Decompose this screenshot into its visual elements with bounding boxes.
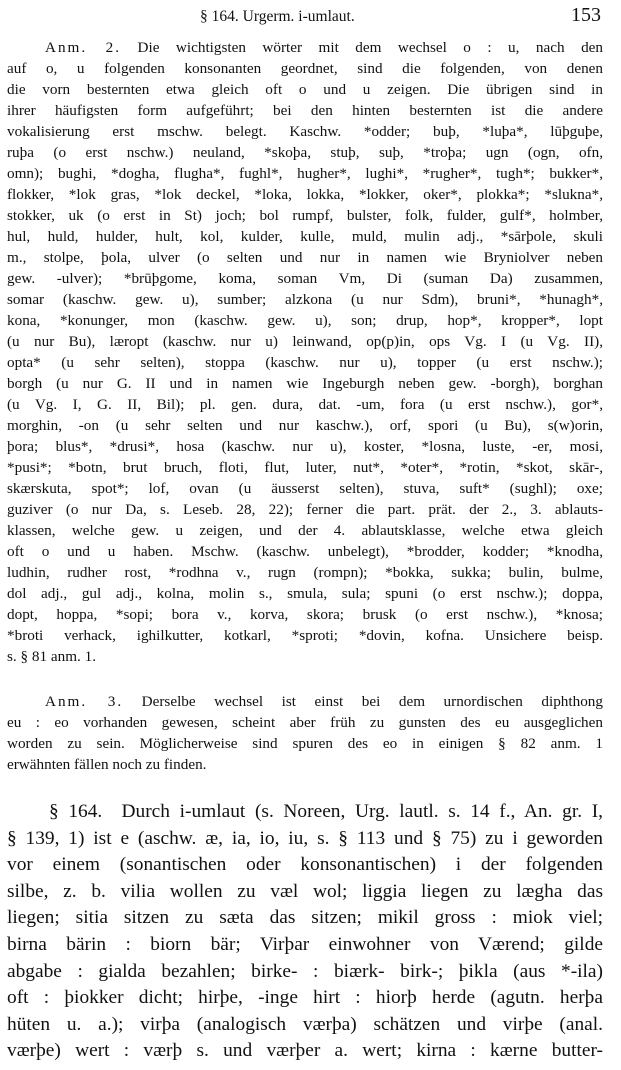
anm2-line: þora; blus*, *drusi*, hosa (kaschw. nur u), koster, *losna, luste, -er, mosi, [7,438,603,455]
anm2-line: somar (kaschw. gew. u), sumber; alzkona (u nur Sdm), bruni*, *hunagh*, [7,291,603,308]
anmerkung-2 [7,37,603,667]
anm2-line: dopt, hoppa, *sopi; bora v., korva, skora; brusk (o erst nschw.), *knosa; [7,606,603,623]
anm2-line: borgh (u nur G. II und in namen wie Ingeburgh neben gew. -borgh), borghan [7,375,603,392]
anm2-line: opta* (u sehr selten), stoppa (kaschw. nur u), topper (u erst nschw.); [7,354,603,371]
section-164 [7,799,603,1065]
anm2-line: auf o, u folgenden konsonanten geordnet, sind die folgenden, von denen [7,60,603,77]
section-line-0: § 164. Durch i-umlaut (s. Noreen, Urg. lautl. s. 14 f., An. gr. I, [49,801,603,822]
anm2-line: skærskuta, spot*; lof, ovan (u äusserst selten), stuva, suft* (sughl); oxe; [7,480,603,497]
anm2-line: hul, huld, hulder, hult, kol, kulder, kulle, muld, mulin adj., *sārþole, skuli [7,228,603,245]
anm2-line: m., stolpe, þola, ulver (o selten und nur in namen wie Bryniolver neben [7,249,603,266]
anm2-line: dol adj., gul adj., kolna, molin s., smula, sula; spuni (o erst nschw.); doppa, [7,585,603,602]
anm2-line: klassen, welche gew. u zeigen, und der 4. ablautsklasse, welche etwa gleich [7,522,603,539]
anm2-line: s. § 81 anm. 1. [7,648,97,665]
anm2-line: *broti verhack, ighilkutter, kotkarl, *sproti; *dovin, kofna. Unsichere beisp. [7,627,603,644]
anm3-line: eu : eo vorhanden gewesen, scheint aber früh zu gunsten des eu ausgeglichen [7,714,603,731]
section-line: abgabe : gialda bezahlen; birke- : biærk- birk-; þikla (aus *-ila) [7,960,603,982]
anm2-line: ludhin, rudher rost, *rodhna v., rugn (rompn); *bokka, sukka; bulin, bulme, [7,564,603,581]
anm2-line: flokker, *lok gras, *lok deckel, *loka, lokka, *lokker, oker*, plokka*; *slukna*, [7,186,603,203]
anm2-line: guziver (o nur Da, s. Leseb. 28, 22); ferner die part. prät. der 2., 3. ablauts- [7,501,603,518]
section-line: vor einem (sonantischen oder konsonantischen) i der folgenden [7,854,603,876]
anm3-line: erwähnten fällen noch zu finden. [7,756,207,773]
anm2-label: Anm. 2. [45,39,122,56]
section-line: § 139, 1) ist e (aschw. æ, ia, io, iu, s. § 113 und § 75) zu i geworden [7,827,603,849]
anm2-line: omn); bughi, *dogha, flugha*, fughl*, hugher*, lughi*, *rugher*, tugh*; bukker*, [7,165,603,182]
anm2-line: oft o und u haben. Mschw. (kaschw. unbelegt), *brodder, kodder; *knodha, [7,543,603,560]
anm2-line: kona, *konunger, mon (kaschw. gew. u), son; drup, hop*, kropper*, lopt [7,312,603,329]
anm3-line: worden zu sein. Möglicherweise sind spuren des eo in einigen § 82 anm. 1 [7,735,603,752]
anm2-line: ihrer häufigsten form aufgeführt; bei den hinten besternten ist die andere [7,102,603,119]
anm2-line: *pusi*; *botn, brut bruch, floti, flut, luter, nut*, *oter*, *rotin, *skot, skār-, [7,459,603,476]
page-number: 153 [571,4,601,26]
anm2-line: die vorn besternten etwa gleich oft o und u zeigen. Die übrigen sind in [7,81,603,98]
anm2-line: vokalisierung erst mschw. belegt. Kaschw. *odder; buþ, *luþa*, lūþguþe, [7,123,603,140]
anm2-line: ruþa (o erst nschw.) neuland, *skoþa, stuþ, suþ, *troþa; ugn (ogn, ofn, [7,144,603,161]
section-line: birna bärin : biorn bär; Virþar einwohner von Værend; gilde [7,933,603,955]
section-line: oft : þiokker dicht; hirþe, -inge hirt : hiorþ herde (agutn. herþa [7,987,603,1009]
anm2-line: morghin, -on (u sehr selten und nur kaschw.), orf, spori (u Bu), s(w)orin, [7,417,603,434]
anmerkung-3 [7,691,603,775]
section-line: liegen; sitia sitzen zu sæta das sitzen; mikil gross : miok viel; [7,907,603,929]
section-line: hüten u. a.); virþa (analogisch værþa) schätzen und virþe (anal. [7,1013,603,1035]
section-line: værþe) wert : værþ s. und værþer a. wert; kirna : kærne butter- [7,1040,603,1062]
anm2-line: (u Vg. I, G. II, Bil); pl. gen. dura, dat. -um, fora (u erst nschw.), gor*, [7,396,603,413]
section-label: § 164. [49,801,103,822]
anm2-line: stokker, uk (o erst in St) joch; bol rumpf, bulster, folk, fulder, gulf*, holmber, [7,207,603,224]
section-line: silbe, z. b. vilia wollen zu væl wol; liggia liegen zu lægha das [7,880,603,902]
anm2-line-0: Anm. 2. Die wichtigsten wörter mit dem wechsel o : u, nach den [45,39,603,56]
anm3-label: Anm. 3. [45,693,124,710]
anm3-line-0: Anm. 3. Derselbe wechsel ist einst bei dem urnordischen diphthong [45,693,603,710]
page-header [0,4,621,32]
anm2-line: gew. -ulver); *brūþgome, koma, soman Vm, Di (suman Da) zusammen, [7,270,603,287]
anm2-line: (u nur Bu), læropt (kaschw. nur u) leinwand, op(p)in, ops Vg. I (u Vg. II), [7,333,603,350]
running-title: § 164. Urgerm. i-umlaut. [200,8,355,25]
